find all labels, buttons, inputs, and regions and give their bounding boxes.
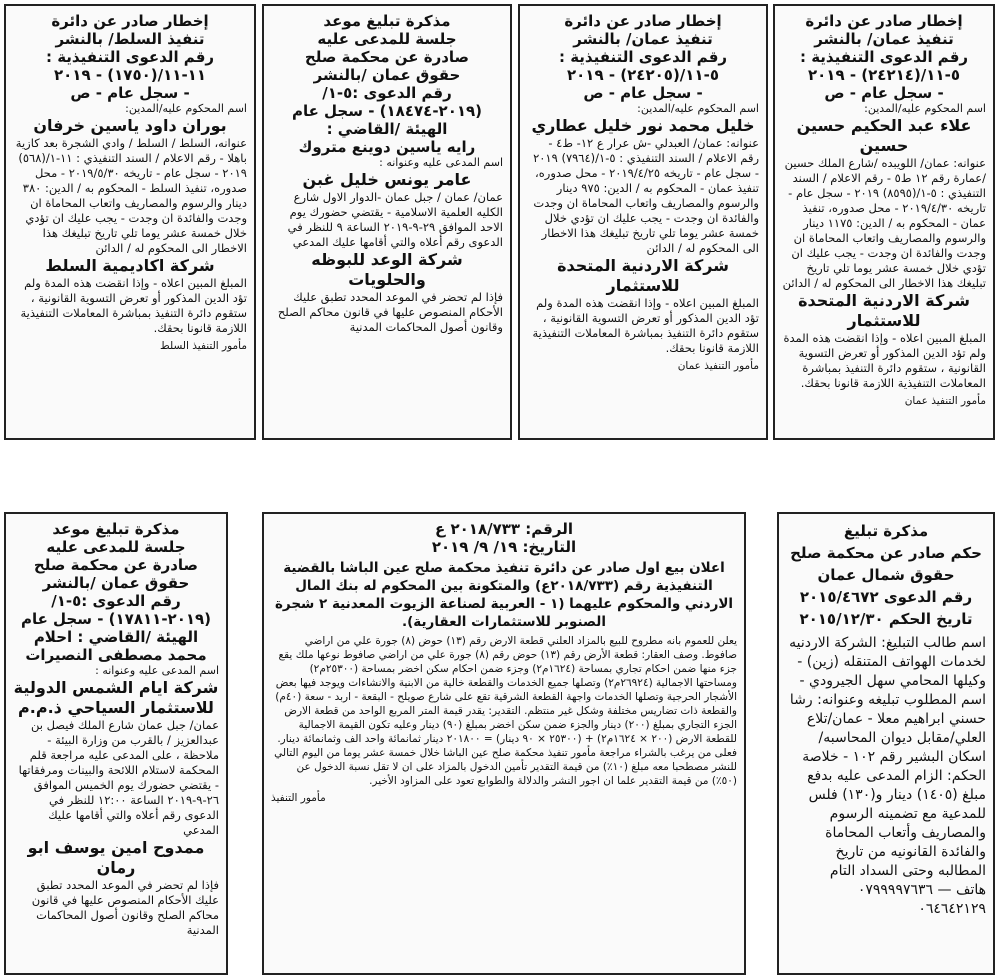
signature: مأمور التنفيذ عمان — [677, 360, 759, 372]
creditor-name: شركة اكاديمية السلط — [45, 256, 215, 275]
heading-line: حقوق شمال عمان — [817, 566, 955, 584]
plaintiff-name: شركة الوعد للبوظه والحلويات — [311, 250, 463, 289]
heading-line: تنفيذ السلط/ بالنشر — [55, 30, 205, 48]
heading-line: تنفيذ عمان/ بالنشر — [573, 30, 713, 48]
case-number: (٢٠١٩-١٨٤٧٤) - سجل عام — [291, 102, 483, 120]
case-number: (٢٠١٩-١٧٨١١) - سجل عام — [20, 610, 212, 628]
notice-body: عنوانه: عمان/ اللويبده /شارع الملك حسين /عمارة رقم ١٢ ط٥ - رقم الاعلام / السند التنفيذي : ٥-١/(٨٥٩٥) ٢٠١٩ - سجل عام - تاريخه ٢٠١٩/٤/٣٠ - محل صدوره، تنفيذ عمان - المحكوم به / الدين: ١١٧٥ دينار والرسوم والمصاريف واتعاب المحاماة ان وجدت والفائدة ان وجدت - يجب عليك ان تؤدي خلال خمسة عشر يوما تلي تاريخ تبليغك هذا الاخطار الى المحكوم له / الدائن — [782, 156, 986, 290]
heading-line: جلسة للمدعى عليه — [46, 538, 186, 556]
heading-line: - سجل عام - ص — [70, 84, 190, 102]
creditor-name: شركة الاردنية المتحدة للاستثمار — [557, 256, 729, 295]
heading-line: إخطار صادر عن دائرة — [564, 12, 722, 30]
summons-2 — [4, 512, 228, 975]
heading-line: رقم الدعوى التنفيذية : — [558, 48, 728, 66]
heading-line: إخطار صادر عن دائرة — [51, 12, 209, 30]
heading-line: - سجل عام - ص — [824, 84, 944, 102]
heading-line: حقوق عمان /بالنشر — [313, 66, 461, 84]
case-number: ١١-١١/(١٧٥٠) - ٢٠١٩ — [54, 66, 206, 84]
summons-1 — [262, 4, 512, 440]
heading-line: - سجل عام - ص — [583, 84, 703, 102]
notice-heading — [13, 520, 219, 664]
notice-1 — [773, 4, 995, 440]
notice-2 — [518, 4, 768, 440]
sale-ref: الرقم: ٢٠١٨/٧٣٣ ع — [435, 520, 573, 538]
creditor-name: شركة الاردنية المتحدة للاستثمار — [798, 291, 970, 330]
judgment-body: اسم طالب التبليغ: الشركة الاردنيه لخدمات الهواتف المتنقله (زين) - وكيلها المحامي سهل الجيرودي - اسم المطلوب تبليغه وعنوانه: رشا حسني ابراهيم معلا - عمان/تلاع العلي/مقابل ديوان المحاسبه/اسكان البشير رقم ١٠٢ - خلاصة الحكم: الزام المدعى عليه بدفع مبلغ (١٤٠٥) دينار و(١٣٠) فلس للمدعية مع تضمينه الرسوم والمصاريف وأتعاب المحاماة والفائدة القانونيه من تاريخ المطالبه وحتى السداد التام — [789, 635, 986, 879]
notice-heading — [786, 520, 986, 630]
sale-title: اعلان بيع اول صادر عن دائرة تنفيذ محكمة صلح عين الباشا بالقضية التنفيذية رقم (٢٠١٨/٧٣٣ع) والمتكونة بين المحكوم له بنك المال الاردني والمحكوم عليهما (١ - العربية لصناعة الزيوت المعدنية ٢ شجرة الصنوبر للاستثمارات العقارية). — [274, 560, 734, 630]
notice-footer: المبلغ المبين اعلاه - وإذا انقضت هذه المدة ولم تؤد الدين المذكور أو تعرض التسوية القانونية ، ستقوم دائرة التنفيذ بمباشرة المعاملات التنفيذية اللازمة قانونا بحقك. — [532, 296, 759, 355]
judge-name: محمد مصطفى النصيرات — [25, 646, 207, 664]
heading-line: رقم الدعوى التنفيذية : — [45, 48, 215, 66]
party-name: علاء عبد الحكيم حسين حسين — [796, 116, 972, 155]
plaintiff-name: ممدوح امين يوسف ابو رمان — [27, 838, 205, 877]
party-label: اسم المحكوم عليه/المدين: — [864, 102, 986, 115]
phone-number: ٠٦٤٦٤٢١٢٩ — [918, 901, 986, 917]
sale-notice — [262, 512, 746, 975]
signature: مأمور التنفيذ — [271, 792, 326, 804]
judgment-date: تاريخ الحكم ٢٠١٥/١٢/٣٠ — [799, 610, 973, 628]
notice-body: عمان/ عمان / جبل عمان -الدوار الاول شارع الكليه العلمية الاسلامية - يقتضي حضورك يوم الاحد الموافق ٢٩-٩-٢٠١٩ الساعة ٩ للنظر في الدعوى رقم أعلاه والتي أقامها عليك المدعي — [287, 190, 503, 249]
signature: مأمور التنفيذ عمان — [904, 395, 986, 407]
sale-date: التاريخ: ١٩/ ٩/ ٢٠١٩ — [431, 538, 577, 556]
sale-body: يعلن للعموم بانه مطروح للبيع بالمزاد العلني قطعة الارض رقم (١٣) حوض (٨) جورة علي من اراضي صافوط. وصف العقار: قطعة الأرض رقم (١٣) حوض رقم (٨) جورة علي من اراضي صافوط نوعها ملك يقع جزء منها ضمن احكام تجاري بمساحة (١٦٢٤م٢) وجزء ضمن احكام سكن اخضر بمساحة (٢٥٣٠٠م٢) ومساحتها الاجمالية (٢٦٩٢٤م٢) وتصلها جميع الخدمات والقطعة خالية من الابنية والانشاءات ويوجد فيها بعض الأشجار الحرجية وتصلها الخدمات واجهة القطعة الشرقية تقع على شارع صويلح - البقعة - اربد - سعة (٤٠م) والقطعة ذات تضاريس مختلفة وشكل غير منتظم. التقدير: يقدر قيمة المتر المربع الواحد من قطعة الارض الجزء التجاري بمبلغ (٢٠٠) دينار والجزء ضمن سكن اخضر بمبلغ (٩٠) دينار وعليه تكون القيمة الاجمالية للقطعة الارض (٢٠٠ × ١٦٢٤م٢) + (٢٥٣٠٠ × ٩٠ دينار) = ٢٠١٨٠٠ دينار ثمانمائة واحد الف وثمانمائة دينار. فعلى من يرغب بالشراء مراجعة مأمور تنفيذ محكمة صلح عين الباشا خلال خمسة عشر يوما من اليوم التالي للنشر مصطحبا معه مبلغ (١٠٪) من قيمة التقدير تأمين الدخول بالمزاد على ان لا تقل نسبة الدخول عن (٥٠٪) من قيمة التقدير علما ان اجور النشر والدلالة والطوابع تعود على المزاود الأخير. — [274, 635, 737, 787]
notice-footer: المبلغ المبين اعلاه - وإذا انقضت هذه المدة ولم تؤد الدين المذكور أو تعرض التسوية القانونية ، ستقوم دائرة التنفيذ بمباشرة المعاملات التنفيذية اللازمة قانونا بحقك. — [783, 331, 986, 390]
heading-line: رقم الدعوى التنفيذية : — [799, 48, 969, 66]
heading-line: الهيئة /القاضي : — [326, 120, 448, 138]
case-number: ٥-١١/(٢٤٢١٤) - ٢٠١٩ — [808, 66, 960, 84]
judgment-notice — [777, 512, 995, 975]
heading-line: حقوق عمان /بالنشر — [42, 574, 190, 592]
phone-label: هاتف — [955, 882, 986, 898]
heading-line: الهيئة /القاضي : احلام — [33, 628, 199, 646]
notice-body: عمان/ جبل عمان شارع الملك فيصل بن عبدالعزيز / بالقرب من وزارة البيئة - ملاحظة ، على المدعى عليه مراجعة قلم المحكمة لاستلام اللائحة والبينات ومرفقاتها - يقتضي حضورك يوم الخميس الموافق ٢٦-٩-٢٠١٩ الساعة ١٢:٠٠ للنظر في الدعوى رقم أعلاه والتي أقامها عليك المدعي — [18, 718, 219, 837]
notice-body: عنوانه، السلط / السلط / وادي الشجرة بعد كازية باهلا - رقم الاعلام / السند التنفيذي : ١١-١/(٥٦٨) ٢٠١٩ - سجل عام - تاريخه ٢٠١٩/٥/٣٠ - محل صدوره، تنفيذ السلط - المحكوم به / الدين: ٣٨٠ دينار والرسوم والمصاريف واتعاب المحاماة ان وجدت والفائدة ان وجدت - يجب عليك ان تؤدي خلال خمسة عشر يوما تلي تاريخ تبليغك هذا الاخطار الى المحكوم له / الدائن — [15, 136, 247, 255]
notice-footer: فإذا لم تحضر في الموعد المحدد تطبق عليك الأحكام المنصوص عليها في قانون محاكم الصلح وقانون أصول المحاكمات المدنية — [277, 290, 503, 334]
party-label: اسم المحكوم عليه/المدين: — [637, 102, 759, 115]
heading-line: صادرة عن محكمة صلح — [33, 556, 199, 574]
notice-heading — [782, 12, 986, 102]
signature: مأمور التنفيذ السلط — [160, 340, 247, 352]
case-number: رقم الدعوى ٢٠١٥/٤٦٧٢ — [799, 588, 973, 606]
heading-line: مذكرة تبليغ موعد — [52, 520, 180, 538]
notice-heading — [527, 12, 759, 102]
case-number: ٥-١١/(٢٤٢٠٥) - ٢٠١٩ — [567, 66, 719, 84]
heading-line: رقم الدعوى :٥-١/ — [51, 592, 181, 610]
phone-number: ٠٧٩٩٩٩٧٦٣٦ — [857, 882, 934, 898]
heading-line: مذكرة تبليغ — [843, 522, 929, 540]
party-name: خليل محمد نور خليل عطاري — [531, 116, 755, 135]
phone-row: هاتف — ٠٧٩٩٩٩٧٦٣٦ — [857, 882, 986, 898]
heading-line: تنفيذ عمان/ بالنشر — [814, 30, 954, 48]
notice-footer: فإذا لم تحضر في الموعد المحدد تطبق عليك الأحكام المنصوص عليها في قانون محاكم الصلح وقانون أصول المحاكمات المدنية — [31, 878, 219, 937]
party-label: اسم المدعى عليه وعنوانه : — [95, 664, 219, 677]
notice-body: عنوانه: عمان/ العبدلي -ش عرار ع ١٢- ط٤ - رقم الاعلام / السند التنفيذي : ٥-١/(٧٩٦٤) ٢٠١٩ - سجل عام - تاريخه ٢٠١٩/٤/٢٥ - محل صدوره، تنفيذ عمان - المحكوم به / الدين: ٩٧٥ دينار والرسوم والمصاريف واتعاب المحاماة ان وجدت والفائدة ان وجدت - يجب عليك ان تؤدي خلال خمسة عشر يوما تلي تاريخ تبليغك هذا الاخطار الى المحكوم له / الدائن — [533, 136, 759, 255]
party-name: عامر يونس خليل غبن — [302, 170, 472, 189]
heading-line: مذكرة تبليغ موعد — [323, 12, 451, 30]
party-name: بوران داود ياسين خرفان — [33, 116, 227, 135]
notice-heading — [13, 12, 247, 102]
notice-heading — [271, 12, 503, 156]
party-label: اسم المدعى عليه وعنوانه : — [379, 156, 503, 169]
notice-footer: المبلغ المبين اعلاه - وإذا انقضت هذه المدة ولم تؤد الدين المذكور أو تعرض التسوية القانونية ، ستقوم دائرة التنفيذ بمباشرة المعاملات التنفيذية اللازمة قانونا بحقك. — [20, 276, 247, 335]
party-name: شركة ايام الشمس الدولية للاستثمار السياحي ذ.م.م — [13, 678, 219, 717]
heading-line: صادرة عن محكمة صلح — [304, 48, 470, 66]
judge-name: رايه ياسين دوينع متروك — [298, 138, 476, 156]
heading-line: جلسة للمدعى عليه — [317, 30, 457, 48]
heading-line: حكم صادر عن محكمة صلح — [790, 544, 982, 562]
notice-3 — [4, 4, 256, 440]
heading-line: إخطار صادر عن دائرة — [805, 12, 963, 30]
heading-line: رقم الدعوى :٥-١/ — [322, 84, 452, 102]
party-label: اسم المحكوم عليه/المدين: — [125, 102, 247, 115]
